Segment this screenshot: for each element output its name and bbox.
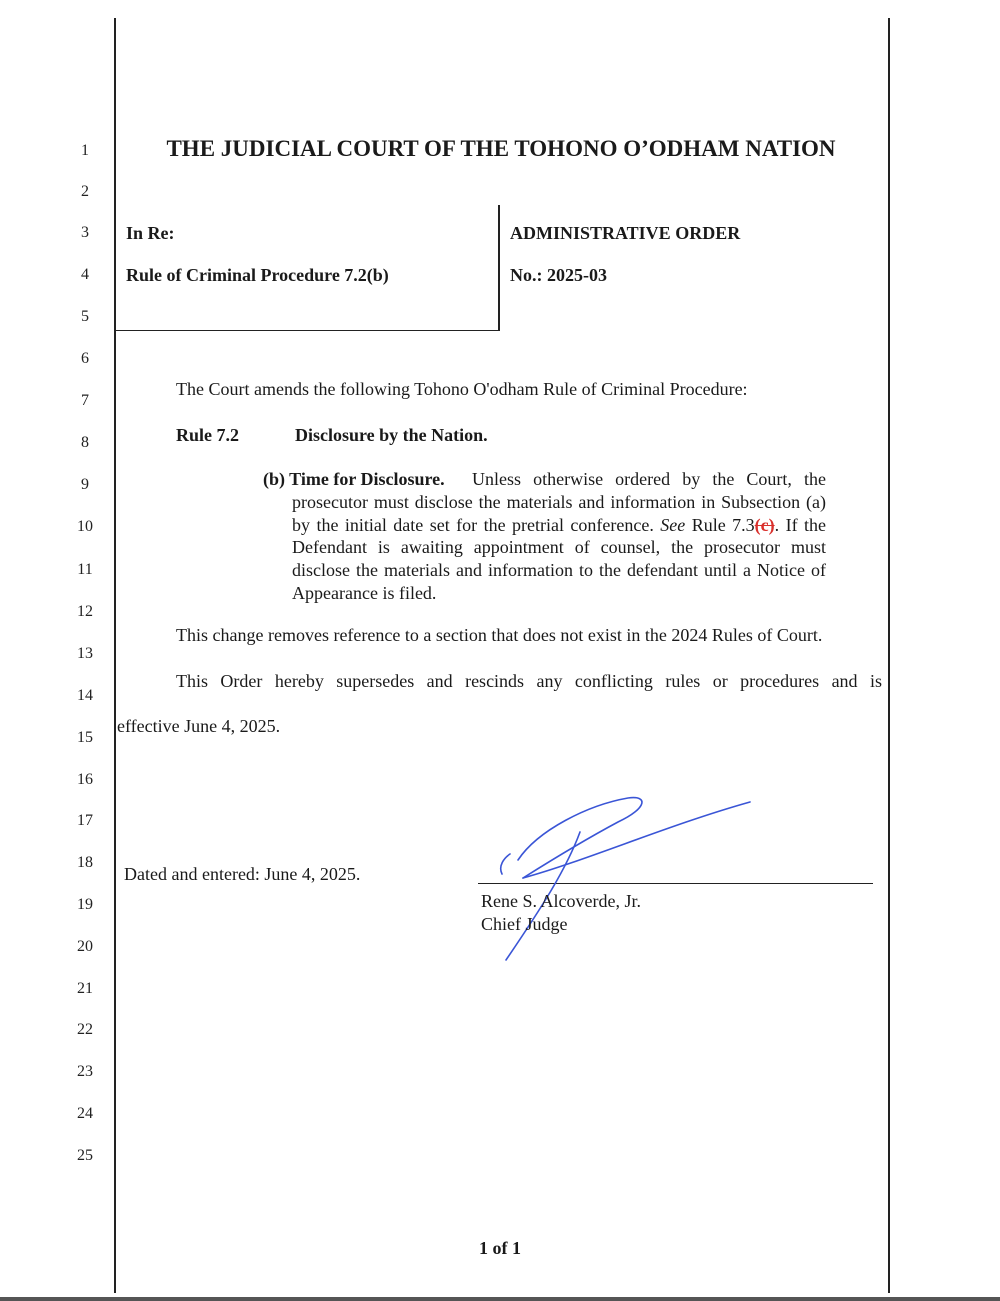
line-number: 15 bbox=[77, 729, 93, 746]
line-number: 18 bbox=[77, 854, 93, 871]
caption-order-type: ADMINISTRATIVE ORDER bbox=[510, 223, 741, 243]
handwritten-signature bbox=[478, 790, 758, 970]
subsection-label: (b) Time for Disclosure. bbox=[263, 469, 445, 489]
subsection-text-1: Unless otherwise ordered by the Court, the prosecutor must disclose the materials and information in Subsection (a) by the initial date set for the pretrial conference. bbox=[292, 469, 826, 535]
right-margin-rule bbox=[888, 18, 890, 1293]
line-number: 5 bbox=[81, 308, 89, 325]
intro-text: The Court amends the following Tohono O'odham Rule of Criminal Procedure: bbox=[176, 379, 748, 399]
line-number: 7 bbox=[81, 392, 89, 409]
line-number: 10 bbox=[77, 518, 93, 535]
line-number: 9 bbox=[81, 476, 89, 493]
line-number: 4 bbox=[81, 266, 89, 283]
left-margin-rule bbox=[114, 18, 116, 1293]
line-number: 1 bbox=[81, 142, 89, 159]
line-number: 16 bbox=[77, 771, 93, 788]
line-number: 12 bbox=[77, 603, 93, 620]
caption-rule-name: Rule of Criminal Procedure 7.2(b) bbox=[126, 265, 389, 285]
change-note: This change removes reference to a section that does not exist in the 2024 Rules of Court. bbox=[176, 625, 823, 645]
caption-in-re: In Re: bbox=[126, 223, 175, 243]
line-number: 13 bbox=[77, 645, 93, 662]
line-number: 3 bbox=[81, 224, 89, 241]
subsection-text-2: Rule 7.3 bbox=[685, 514, 755, 535]
caption-order-number: No.: 2025-03 bbox=[510, 265, 607, 285]
line-number: 19 bbox=[77, 896, 93, 913]
line-number: 22 bbox=[77, 1021, 93, 1038]
dated-entered: Dated and entered: June 4, 2025. bbox=[124, 864, 361, 884]
line-number: 21 bbox=[77, 980, 93, 997]
signer-title: Chief Judge bbox=[481, 914, 568, 934]
line-number: 17 bbox=[77, 812, 93, 829]
caption-divider bbox=[498, 205, 500, 331]
line-number: 14 bbox=[77, 687, 93, 704]
line-number: 8 bbox=[81, 434, 89, 451]
line-number: 11 bbox=[77, 561, 93, 578]
subsection-paragraph bbox=[292, 468, 826, 605]
line-number: 6 bbox=[81, 350, 89, 367]
signature-stroke bbox=[501, 798, 750, 960]
subsection-text-3: . If the Defendant is awaiting appointment of counsel, the prosecutor must disclose the materials and information to the defendant until a Notice of Appearance is filed. bbox=[292, 514, 826, 603]
struck-reference: (c) bbox=[754, 514, 775, 535]
signer-name: Rene S. Alcoverde, Jr. bbox=[481, 891, 641, 911]
rule-heading: Disclosure by the Nation. bbox=[295, 425, 488, 445]
document-title: THE JUDICIAL COURT OF THE TOHONO O’ODHAM NATION bbox=[166, 136, 836, 161]
rule-number: Rule 7.2 bbox=[176, 425, 239, 445]
line-number: 2 bbox=[81, 183, 89, 200]
page-number: 1 of 1 bbox=[479, 1238, 521, 1258]
scan-bottom-edge bbox=[0, 1297, 1000, 1301]
supersede-line-2: effective June 4, 2025. bbox=[117, 716, 281, 736]
supersede-line-1: This Order hereby supersedes and rescinds any conflicting rules or procedures and is bbox=[176, 671, 882, 691]
line-number: 24 bbox=[77, 1105, 93, 1122]
line-number: 23 bbox=[77, 1063, 93, 1080]
line-number: 20 bbox=[77, 938, 93, 955]
see-signal: See bbox=[660, 514, 686, 535]
caption-underline bbox=[116, 330, 499, 331]
line-number: 25 bbox=[77, 1147, 93, 1164]
